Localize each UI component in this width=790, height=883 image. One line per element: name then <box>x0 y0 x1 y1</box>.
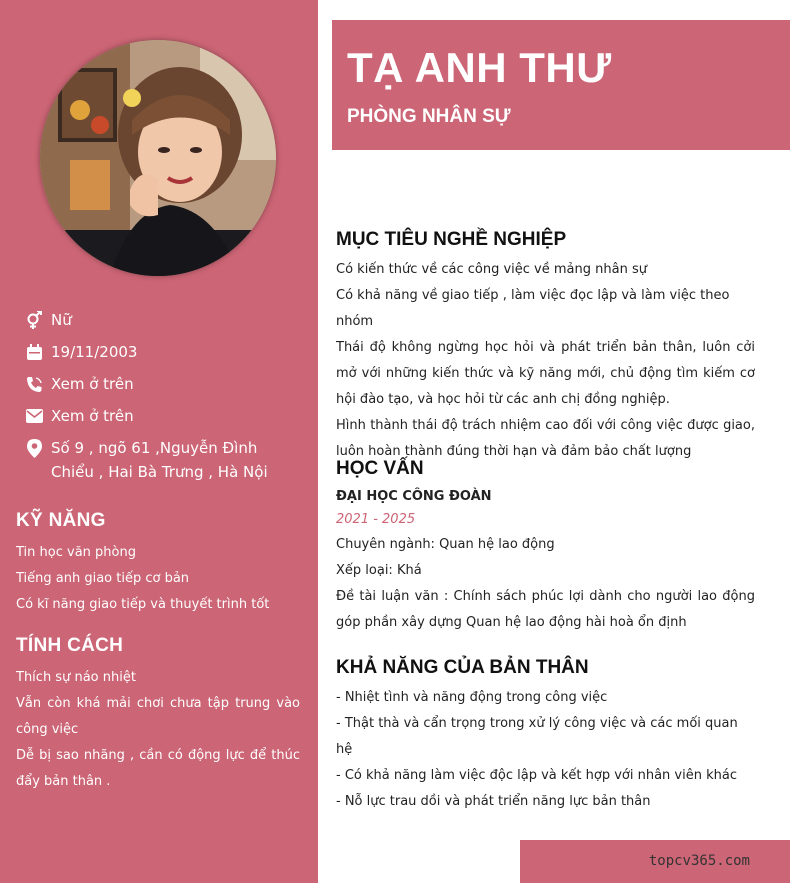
abilities-title: KHẢ NĂNG CỦA BẢN THÂN <box>336 657 589 678</box>
contact-address <box>24 436 304 484</box>
profile-photo <box>40 40 276 276</box>
education-section <box>336 458 755 636</box>
gender-icon <box>24 308 44 332</box>
objective-item: Hình thành thái độ trách nhiệm cao đối với công việc được giao, luôn hoàn thành đúng thời hạn và đảm bảo chất lượng <box>336 418 755 459</box>
objective-item: Thái độ không ngừng học hỏi và phát triển bản thân, luôn cởi mở với những kiến thức và kỹ năng mới, chủ động tìm kiếm cơ hội đào tạo, và học hỏi từ các anh chị đồng nghiệp. <box>336 340 755 407</box>
skills-title: KỸ NĂNG <box>16 510 106 531</box>
phone-icon <box>24 372 44 396</box>
objective-title: MỤC TIÊU NGHỀ NGHIỆP <box>336 229 567 250</box>
objective-item: Có kiến thức về các công việc về mảng nhân sự <box>336 262 647 277</box>
contact-gender <box>24 308 304 332</box>
skill-item: Có kĩ năng giao tiếp và thuyết trình tốt <box>16 597 270 612</box>
contact-phone <box>24 372 304 396</box>
skill-item: Tiếng anh giao tiếp cơ bản <box>16 571 190 586</box>
personality-item: Dễ bị sao nhãng , cần có động lực để thúc đẩy bản thân . <box>16 748 300 789</box>
contact-email <box>24 404 304 428</box>
birthday-text: 19/11/2003 <box>51 343 138 361</box>
sidebar <box>0 0 318 883</box>
objective-item: Có khả năng về giao tiếp , làm việc đọc lập và làm việc theo nhóm <box>336 288 730 329</box>
ability-item: - Nỗ lực trau dồi và phát triển năng lực bản thân <box>336 794 651 809</box>
skills-section <box>16 510 300 618</box>
grade: Xếp loại: Khá <box>336 563 422 578</box>
study-years: 2021 - 2025 <box>336 512 416 527</box>
personality-item: Thích sự náo nhiệt <box>16 670 136 685</box>
candidate-name: TẠ ANH THƯ <box>347 44 612 91</box>
location-icon <box>24 436 44 460</box>
footer-watermark <box>520 840 790 883</box>
skill-item: Tin học văn phòng <box>16 545 136 560</box>
contact-info <box>24 308 304 492</box>
calendar-icon <box>24 340 44 364</box>
personality-title: TÍNH CÁCH <box>16 635 124 656</box>
contact-birthday <box>24 340 304 364</box>
address-text: Số 9 , ngõ 61 ,Nguyễn Đình Chiểu , Hai Bà Trưng , Hà Nội <box>51 439 268 481</box>
major: Chuyên ngành: Quan hệ lao động <box>336 537 555 552</box>
ability-item: - Nhiệt tình và năng động trong công việc <box>336 690 608 705</box>
watermark-text: topcv365.com <box>648 853 750 869</box>
personality-item: Vẫn còn khá mải chơi chưa tập trung vào công việc <box>16 696 300 737</box>
ability-item: - Thật thà và cẩn trọng trong xử lý công việc và các mối quan hệ <box>336 716 738 757</box>
gender-text: Nữ <box>51 311 72 329</box>
email-text: Xem ở trên <box>51 407 134 425</box>
thesis: Đề tài luận văn : Chính sách phúc lợi dành cho người lao động góp phần xây dựng Quan hệ lao động hài hoà ổn định <box>336 589 755 630</box>
email-icon <box>24 404 44 428</box>
ability-item: - Có khả năng làm việc độc lập và kết hợp với nhân viên khác <box>336 768 737 783</box>
name-header <box>332 20 790 150</box>
department: PHÒNG NHÂN SỰ <box>347 106 511 127</box>
avatar <box>40 40 276 276</box>
school-name: ĐẠI HỌC CÔNG ĐOÀN <box>336 489 492 504</box>
personality-section <box>16 635 300 795</box>
abilities-section <box>336 657 755 815</box>
education-title: HỌC VẤN <box>336 458 424 479</box>
phone-text: Xem ở trên <box>51 375 134 393</box>
objective-section <box>336 229 755 465</box>
